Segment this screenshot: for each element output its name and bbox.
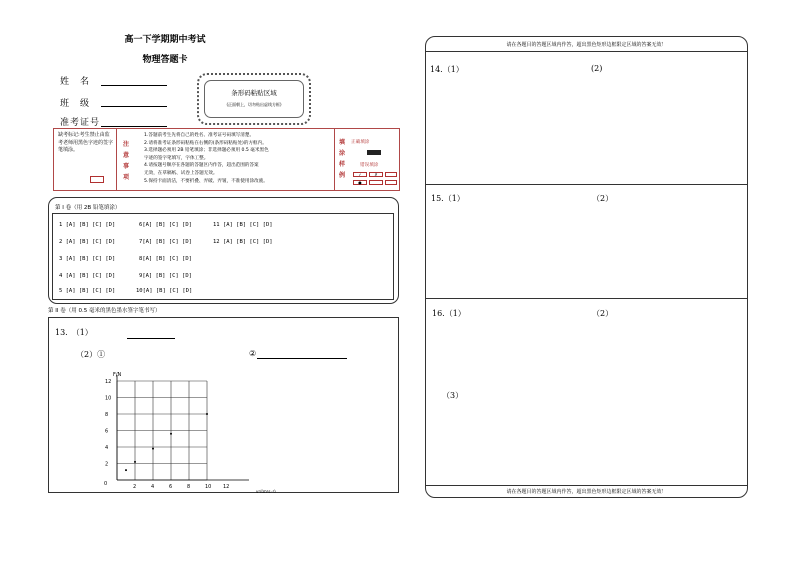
fill-label-char: 例 — [339, 172, 346, 179]
chart-origin-label: 0 — [104, 481, 108, 487]
q16-sub3-label: （3） — [442, 391, 464, 400]
exam-id-label: 准考证号 — [60, 118, 101, 128]
q13-sub2b-label: ② — [249, 349, 257, 358]
section-one-heading: 第 I 卷（用 2B 铅笔填涂） — [55, 205, 121, 211]
chart-grid — [117, 381, 207, 480]
fill-example-label — [339, 137, 347, 181]
choice-row[interactable]: 5 [A] [B] [C] [D] — [59, 288, 116, 294]
y-tick-label: 10 — [105, 395, 112, 402]
q13-label: 13. （1） — [55, 328, 93, 337]
wrong-sample-cross: ✗ — [369, 172, 383, 177]
y-tick-label: 6 — [105, 428, 109, 435]
notice-item: 4.请按题号顺序在各题的答题区内作答，超出范围的答案 — [144, 163, 259, 169]
fill-label-char: 填 — [339, 139, 346, 146]
class-field[interactable] — [101, 106, 167, 107]
correct-fill-sample — [367, 150, 381, 155]
choice-row[interactable]: 6[A] [B] [C] [D] — [139, 222, 192, 228]
q14-label: 14.（1） — [430, 65, 464, 74]
y-tick-label: 2 — [105, 461, 109, 468]
notice-item: 3.选择题必须用 2B 铅笔填涂；非选择题必须用 0.5 毫米黑色 — [144, 148, 269, 154]
choice-row[interactable]: 3 [A] [B] [C] [D] — [59, 256, 116, 262]
bottom-notice-divider — [426, 485, 747, 486]
y-tick-label: 8 — [105, 412, 109, 418]
q16-answer-box[interactable] — [426, 299, 747, 485]
absent-text: 缺考标记:考生禁止由监考老师用黑色字迹的签字笔填涂。 — [58, 132, 114, 153]
choice-grid — [52, 213, 394, 300]
name-field[interactable] — [101, 85, 167, 86]
barcode-inner-frame — [204, 80, 304, 118]
choice-row[interactable]: 7[A] [B] [C] [D] — [139, 239, 192, 245]
choice-row[interactable]: 10[A] [B] [C] [D] — [136, 288, 193, 294]
choice-row[interactable]: 4 [A] [B] [C] [D] — [59, 273, 116, 279]
q15-answer-box[interactable] — [425, 184, 748, 299]
notice-label-char: 事 — [123, 163, 130, 170]
data-point — [152, 448, 154, 450]
wrong-sample-dot: ● — [353, 180, 367, 185]
notice-item: 2.请将准考证条形码粘贴在右侧的(条形码粘贴处)的方框内。 — [144, 140, 267, 146]
q13-answer-2b[interactable] — [257, 358, 347, 359]
wrong-sample-empty — [385, 180, 397, 185]
notice-item: 无效，在草稿纸、试卷上答题无效。 — [144, 170, 218, 176]
question-13-area — [48, 317, 399, 493]
x-tick-label: 2 — [133, 484, 137, 490]
choice-row[interactable]: 8[A] [B] [C] [D] — [139, 256, 192, 262]
q15-label: 15.（1） — [431, 194, 465, 203]
notice-box — [53, 128, 400, 191]
section-one — [48, 197, 399, 304]
wrong-sample-check: ✓ — [353, 172, 367, 177]
notice-label — [123, 139, 131, 183]
barcode-note: (正面朝上，切勿贴出虚线方框) — [226, 102, 282, 107]
right-answer-area — [425, 36, 748, 498]
x-tick-label: 8 — [187, 484, 191, 490]
chart-y-axis-label: F/N — [113, 372, 122, 378]
x-tick-label: 6 — [169, 484, 173, 490]
chart-axes — [117, 375, 249, 480]
section-two-heading: 第 II 卷（用 0.5 毫米的黑色墨水签字笔书写） — [48, 308, 161, 314]
x-tick-label: 10 — [205, 484, 212, 490]
data-point — [134, 461, 136, 463]
x-tick-label: 12 — [223, 484, 230, 490]
data-point — [125, 469, 127, 471]
exam-id-field[interactable] — [101, 126, 167, 127]
notice-item: 字迹的签字笔填写，字体工整。 — [144, 155, 209, 161]
choice-row[interactable]: 12 [A] [B] [C] [D] — [213, 239, 273, 245]
top-notice: 请在各题目的答题区域内作答，超出黑色矩形边框限定区域的答案无效！ — [506, 42, 667, 48]
absent-mark-box[interactable] — [90, 176, 104, 183]
choice-row[interactable]: 1 [A] [B] [C] [D] — [59, 222, 116, 228]
wrong-sample-line — [385, 172, 397, 177]
chart-x-axis-label: v²/(m²s⁻²) — [256, 489, 276, 493]
f-v2-chart[interactable] — [89, 367, 289, 493]
fill-label-char: 涂 — [339, 150, 346, 157]
q14-answer-box[interactable] — [426, 51, 747, 184]
x-tick-label: 4 — [151, 484, 155, 490]
wrong-sample-empty — [369, 180, 383, 185]
y-tick-label: 12 — [105, 379, 112, 385]
fill-label-char: 样 — [339, 161, 346, 168]
notice-label-char: 项 — [123, 174, 130, 181]
notice-divider — [334, 129, 335, 190]
page-subtitle: 物理答题卡 — [142, 55, 188, 65]
q13-answer-1[interactable] — [127, 338, 175, 339]
q15-sub2-label: （2） — [592, 194, 614, 203]
q13-sub2-label: （2）① — [76, 350, 106, 359]
data-point — [206, 413, 208, 415]
barcode-area — [197, 73, 311, 125]
name-label: 姓 名 — [60, 77, 91, 87]
page-title: 高一下学期期中考试 — [124, 35, 206, 45]
class-label: 班 级 — [60, 99, 91, 109]
chart-ticks — [105, 379, 229, 490]
absent-cell — [54, 129, 117, 190]
data-point — [170, 433, 172, 435]
notice-label-char: 注 — [123, 141, 130, 148]
barcode-title: 条形码粘贴区域 — [231, 89, 277, 97]
q16-sub2-label: （2） — [592, 309, 614, 318]
choice-row[interactable]: 9[A] [B] [C] [D] — [139, 273, 192, 279]
correct-fill-label: 正确填涂 — [351, 140, 370, 145]
notice-item: 5.保持卡面清洁，不要折叠、弄破、弄皱，不准使用涂改液。 — [144, 178, 268, 184]
chart-points — [125, 413, 208, 471]
choice-row[interactable]: 11 [A] [B] [C] [D] — [213, 222, 273, 228]
q14-sub2-label: (2) — [591, 64, 603, 73]
q16-label: 16.（1） — [432, 309, 466, 318]
notice-list — [144, 132, 344, 185]
bottom-notice: 请在各题目的答题区域内作答，超出黑色矩形边框限定区域的答案无效！ — [506, 489, 667, 495]
notice-label-char: 意 — [123, 152, 130, 159]
choice-row[interactable]: 2 [A] [B] [C] [D] — [59, 239, 116, 245]
y-tick-label: 4 — [105, 445, 109, 451]
wrong-fill-label: 错误填涂 — [360, 163, 379, 168]
notice-item: 1.答题前考生先将自己的姓名、准考证号码填写清楚。 — [144, 133, 255, 138]
